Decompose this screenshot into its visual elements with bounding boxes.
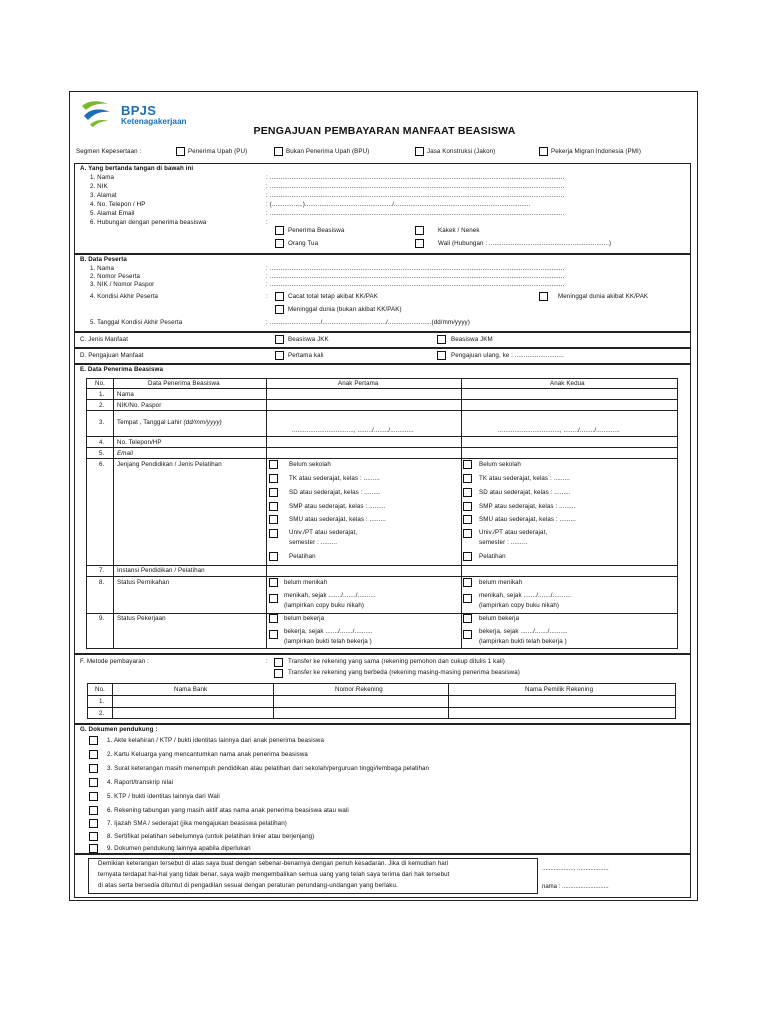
d-pertama-checkbox[interactable] [275,351,284,360]
e-row9-no: 9. [99,615,105,622]
e-a2-menikah-note: (lampirkan copy buku nikah) [479,602,560,609]
e-a2-sd-label: SD atau sederajat, kelas : ......... [479,489,571,496]
a-nik-label: 2. NIK [90,183,108,190]
b-nopeserta-input[interactable]: : .................................................................................................................................................................. [266,273,565,280]
e-row4-no: 4. [99,439,105,446]
b-meninggal-checkbox[interactable] [275,305,284,314]
segmen-bpu-checkbox[interactable] [274,147,283,156]
segmen-bpu-label: Bukan Penerima Upah (BPU) [286,148,370,155]
section-e-heading: E. Data Penerima Beasiswa [80,366,163,373]
f-same-account-checkbox[interactable] [274,658,283,667]
g-item3-label: 3. Surat keterangan masih menempuh pendidikan atau pelatihan dari sekolah/perguruan tinggi/lembaga pelatihan [107,765,430,772]
g-item6-checkbox[interactable] [89,806,98,815]
g-item9-checkbox[interactable] [89,844,98,853]
b-cacat-checkbox[interactable] [275,292,284,301]
e-row2-no: 2. [99,402,105,409]
d-ulang-label: Pengajuan ulang, ke : ........................... [451,352,564,359]
d-ulang-checkbox[interactable] [437,351,446,360]
g-item5-checkbox[interactable] [89,792,98,801]
a-rel-penerima-label: Penerima Beasiswa [288,227,345,234]
e-row3-no: 3. [99,419,105,426]
g-item9-label: 9. Dokumen pendukung lainnya apabila diperlukan [107,845,251,852]
a-telepon-input[interactable]: : (.................)................................................/........................................................................... [266,201,531,208]
e-a2-menikah-checkbox[interactable] [463,594,472,603]
e-a2-belum-checkbox[interactable] [463,460,472,469]
segmen-pu-label: Penerima Upah (PU) [188,148,248,155]
e-row7-label: Instansi Pendidikan / Pelatihan [117,567,205,574]
e-a1-belum-bekerja-label: belum bekerja [284,615,325,622]
b-nopeserta-label: 2. Nomor Peserta [90,273,141,280]
e-a1-belum-checkbox[interactable] [269,460,278,469]
logo-sub: Ketenagakerjaan [121,117,187,126]
e-row5-no: 5. [99,450,105,457]
g-item6-label: 6. Rekening tabungan yang masih aktif atas nama anak penerima beasiswa atau wali [107,807,349,814]
e-row3-label: Tempat , Tanggal Lahir (dd/mm/yyyy) [117,419,222,426]
e-a2-belum-menikah-label: belum menikah [479,579,523,586]
e-a1-belum-menikah-checkbox[interactable] [269,578,278,587]
g-item8-label: 8. Sertifikat pelatihan sebelumnya (untuk pelatihan linier atau berjenjang) [107,833,315,840]
e-row1-no: 1. [99,391,105,398]
a-rel-wali-checkbox[interactable] [415,239,424,248]
declaration-line2: ternyata terdapat hal-hal yang tidak benar, saya wajib mengembalikan semua uang yang telah saya terima dari hak tersebut [98,871,450,878]
e-a1-univ-checkbox[interactable] [269,529,278,538]
e-a2-smu-checkbox[interactable] [463,515,472,524]
e-a2-bekerja-checkbox[interactable] [463,630,472,639]
g-item5-label: 5. KTP / bukti identitas lainnya dari Wali [107,793,220,800]
f-header-no: No. [95,686,105,693]
e-a1-belum-bekerja-checkbox[interactable] [269,614,278,623]
f-row1-no: 1. [99,698,105,705]
a-alamat-input[interactable]: : .................................................................................................................................................................. [266,192,565,199]
f-same-account-label: Transfer ke rekening yang sama (rekening pemohon dan cukup ditulis 1 kali) [288,658,505,665]
section-c-box [74,332,691,348]
segmen-pmi-checkbox[interactable] [539,147,548,156]
segmen-label: Segmen Kepesertaan : [76,148,142,155]
e-a2-smp-checkbox[interactable] [463,502,472,511]
a-alamat-label: 3. Alamat [90,192,117,199]
e-a1-smu-label: SMU atau sederajat, kelas : ......... [289,516,386,523]
a-email-label: 5. Alamat Email [90,210,135,217]
b-nama-input[interactable]: : .................................................................................................................................................................. [266,265,565,272]
section-a-heading: A. Yang bertanda tangan di bawah ini [80,165,194,172]
section-c-heading: C. Jenis Manfaat [80,336,129,343]
b-tanggal-input[interactable]: : ............................/.................................../........................(dd/mm/yyyy) [266,319,470,326]
e-a2-tk-checkbox[interactable] [463,474,472,483]
a-rel-penerima-checkbox[interactable] [275,226,284,235]
section-d-box [74,348,691,364]
a-hubungan-label: 6. Hubungan dengan penerima beasiswa [90,219,207,226]
e-a2-menikah-label: menikah, sejak ......./......./.......... [479,592,571,599]
a-rel-ortu-label: Orang Tua [288,240,319,247]
segmen-pmi-label: Pekerja Migran Indonesia (PMI) [551,148,642,155]
a-nik-input[interactable]: : .................................................................................................................................................................. [266,183,565,190]
bpjs-logo [76,96,216,128]
g-item2-label: 2. Kartu Keluarga yang mencantumkan nama anak penerima beasiswa [107,751,308,758]
e-ttl-anak1[interactable]: .................................., ......../......../............. [292,427,414,434]
f-header-pemilik: Nama Pemilik Rekening [525,686,594,693]
e-a1-pelatihan-label: Pelatihan [289,553,316,560]
section-b-heading: B. Data Peserta [80,256,127,263]
e-header-no: No. [95,380,105,387]
e-a2-belum-menikah-checkbox[interactable] [463,578,472,587]
e-a1-semester-label: semester : ......... [289,539,338,546]
c-jkk-label: Beasiswa JKK [288,336,329,343]
e-a2-univ-checkbox[interactable] [463,529,472,538]
e-row8-no: 8. [99,579,105,586]
form-page: BPJS Ketenagakerjaan PENGAJUAN PEMBAYARAN MANFAAT BEASISWA Segmen Kepesertaan : Penerima Upah (PU) Bukan Penerima Upah (BPU) Jasa Konstruksi (Jakon) Pekerja Migran Indonesia (PMI) A. Yang bertanda tangan di bawah ini 1. Nama : .................................................................................................................................................................. 2. NIK : .................................................................................................................................................................. 3. Alamat : .................................................................................................................................................................. 4. No. Telepon / HP : (.................)................................................/........................................................................... 5. Alamat Email : .................................................................................................................................................................. 6. Hubungan dengan penerima beasiswa : Penerima Beasiswa Kakek / Nenek Orang Tua Wali (Hubungan : ..................................................................) B. Data Peserta 1. Nama : .................................................................................................................................................................. 2. Nomor Peserta : .................................................................................................................................................................. 3. NIK / Nomor Paspor : .................................................................................................................................................................. 4. Kondisi Akhir Peserta : Cacat total tetap akibat KK/PAK Meninggal dunia akibat KK/PAK Meninggal dunia (bukan akibat KK/PAK) 5. Tanggal Kondisi Akhir Peserta : ............................/.................................../........................(dd/mm/yyyy) C. Jenis Manfaat Beasiswa JKK Beasiswa JKM D. Pengajuan Manfaat Pertama kali Pengajuan ulang, ke : ........................... E. Data Penerima Beasiswa No. Data Penerima Beasiswa Anak Pertama Anak Kedua 1. Nama 2. NIK/No. Paspor 3. Tempat , Tanggal Lahir (dd/mm/yyyy) .................................., ......../......../............. .................................., ......../......../............. 4. No. Telepon/HP 5. Email 6. Jenjang Pendidikan / Jenis Pelatihan Belum sekolah TK atau sederajat, kelas : ......... SD atau sederajat, kelas : ......... SMP atau sederajat, kelas : ......... SMU atau sederajat, kelas : ......... Univ./PT atau sederajat, semester : ......... Pelatihan Belum sekolah TK atau sederajat, kelas : ......... SD atau sederajat, kelas : ......... SMP atau sederajat, kelas : ......... SMU atau sederajat, kelas : ......... Univ./PT atau sederajat, semester : ......... Pelatihan 7. Instansi Pendidikan / Pelatihan 8. Status Pernikahan belum menikah menikah, sejak ......./......./.......... (lampirkan copy buku nikah) belum menikah menikah, sejak ......./......./.......... (lampirkan copy buku nikah) 9. Status Pekerjaan belum bekerja bekerja, sejak ......./......./.......... (lampirkan bukti telah bekerja ) belum bekerja bekerja, sejak ......./......./.......... (lampirkan bukti telah bekerja ) F. Metode pembayaran : : Transfer ke rekening yang sama (rekening pemohon dan cukup ditulis 1 kali) Transfer ke rekening yang berbeda (rekening masing-masing penerima beasiswa) No. Nama Bank Nomor Rekening Nama Pemilik Rekening 1. 2. G. Dokumen pendukung : 1. Akte kelahiran / KTP / bukti identitas lainnya dari anak penerima beasiswa 2. Kartu Keluarga yang mencantumkan nama anak penerima beasiswa 3. Surat keterangan masih menempuh pendidikan atau pelatihan dari sekolah/perguruan tinggi/lembaga pelatihan 4. Raport/transkrip nilai 5. KTP / bukti identitas lainnya dari Wali 6. Rekening tabungan yang masih aktif atas nama anak penerima beasiswa atau wali 7. Ijazah SMA / sederajat (jika mengajukan beasiswa pelatihan) 8. Sertifikat pelatihan sebelumnya (untuk pelatihan linier atau berjenjang) 9. Dokumen pendukung lainnya apabila diperlukan Demikian keterangan tersebut di atas saya buat dengan sebenar-benarnya dengan penuh kesadaran. Jika di kemudian hari ternyata terdapat hal-hal yang tidak benar, saya wajib mengembalikan semua uang yang telah saya terima dari hak tersebut di atas serta bersedia dituntut di pengadilan sesuai dengan peraturan perundang-undangan yang berlaku. ..................., ................... nama : ............................ [69,91,698,901]
e-row8-label: Status Pernikahan [117,579,170,586]
e-a1-belum-label: Belum sekolah [289,461,331,468]
c-jkk-checkbox[interactable] [275,335,284,344]
declaration-line3: di atas serta bersedia dituntut di pengadilan sesuai dengan peraturan perundang-undangan yang berlaku. [98,882,398,889]
e-a2-bekerja-label: bekerja, sejak ......./......./.......... [479,628,568,635]
b-nama-label: 1. Nama [90,265,115,272]
e-a1-menikah-note: (lampirkan copy buku nikah) [284,602,365,609]
e-a1-smu-checkbox[interactable] [269,515,278,524]
a-rel-wali-label: Wali (Hubungan : ..................................................................) [438,240,612,247]
e-a1-menikah-checkbox[interactable] [269,594,278,603]
g-item1-label: 1. Akte kelahiran / KTP / bukti identitas lainnya dari anak penerima beasiswa [107,737,325,744]
e-header-anak2: Anak Kedua [550,380,585,387]
e-row6-no: 6. [99,461,105,468]
e-a1-univ-label: Univ./PT atau sederajat, [289,529,358,536]
b-meninggal-kk-checkbox[interactable] [539,292,548,301]
a-email-input[interactable]: : .................................................................................................................................................................. [266,210,565,217]
g-item7-label: 7. Ijazah SMA / sederajat (jika mengajukan beasiswa pelatihan) [107,820,287,827]
g-item1-checkbox[interactable] [89,736,98,745]
a-telepon-label: 4. No. Telepon / HP [90,201,146,208]
b-cacat-label: Cacat total tetap akibat KK/PAK [288,293,379,300]
a-rel-ortu-checkbox[interactable] [275,239,284,248]
e-a1-bekerja-label: bekerja, sejak ......./......./.......... [284,628,373,635]
g-item8-checkbox[interactable] [89,832,98,841]
e-a1-smp-label: SMP atau sederajat, kelas : ......... [289,503,386,510]
b-meninggal-kk-label: Meninggal dunia akibat KK/PAK [558,293,649,300]
e-a1-sd-checkbox[interactable] [269,488,278,497]
segmen-jakon-checkbox[interactable] [415,147,424,156]
e-a2-pelatihan-checkbox[interactable] [463,552,472,561]
f-diff-account-label: Transfer ke rekening yang berbeda (rekening masing-masing penerima beasiswa) [288,669,520,676]
g-item2-checkbox[interactable] [89,750,98,759]
g-item4-checkbox[interactable] [89,778,98,787]
g-item3-checkbox[interactable] [89,764,98,773]
c-jkm-label: Beasiswa JKM [451,336,493,343]
e-row7-no: 7. [99,567,105,574]
e-a2-semester-label: semester : ......... [479,539,528,546]
e-a1-pelatihan-checkbox[interactable] [269,552,278,561]
sign-place-date[interactable]: ..................., ................... [542,866,609,872]
e-a1-bekerja-note: (lampirkan bukti telah bekerja ) [284,638,372,645]
section-g-heading: G. Dokumen pendukung : [80,726,158,733]
e-row2-label: NIK/No. Paspor [117,402,162,409]
e-a1-sd-label: SD atau sederajat, kelas : ......... [289,489,381,496]
d-pertama-label: Pertama kali [288,352,324,359]
page-title: PENGAJUAN PEMBAYARAN MANFAAT BEASISWA [253,125,516,137]
f-header-bank: Nama Bank [174,686,208,693]
e-a2-belum-label: Belum sekolah [479,461,521,468]
g-item4-label: 4. Raport/transkrip nilai [107,779,174,786]
section-d-heading: D. Pengajuan Manfaat [80,352,144,359]
e-row1-label: Nama [117,391,134,398]
c-jkm-checkbox[interactable] [437,335,446,344]
f-header-rekening: Nomor Rekening [335,686,383,693]
b-nik-input[interactable]: : .................................................................................................................................................................. [266,281,565,288]
a-nama-label: 1. Nama [90,174,115,181]
e-row6-label: Jenjang Pendidikan / Jenis Pelatihan [117,461,222,468]
segmen-pu-checkbox[interactable] [176,147,185,156]
e-a2-pelatihan-label: Pelatihan [479,553,506,560]
a-rel-kakek-checkbox[interactable] [415,226,424,235]
b-meninggal-label: Meninggal dunia (bukan akibat KK/PAK) [288,306,402,313]
b-tanggal-label: 5. Tanggal Kondisi Akhir Peserta [90,319,183,326]
a-nama-input[interactable]: : .................................................................................................................................................................. [266,174,565,181]
a-rel-kakek-label: Kakek / Nenek [438,227,480,234]
e-a2-tk-label: TK atau sederajat, kelas : ......... [479,475,570,482]
e-row4-label: No. Telepon/HP [117,439,162,446]
e-a2-belum-bekerja-label: belum bekerja [479,615,520,622]
e-a1-tk-label: TK atau sederajat, kelas : ......... [289,475,380,482]
b-kondisi-label: 4. Kondisi Akhir Peserta [90,293,159,300]
b-nik-label: 3. NIK / Nomor Paspor [90,281,155,288]
e-ttl-anak2[interactable]: .................................., ......../......../............. [498,427,620,434]
e-a1-belum-menikah-label: belum menikah [284,579,328,586]
e-row9-label: Status Pekerjaan [117,615,166,622]
e-a2-sd-checkbox[interactable] [463,488,472,497]
logo-brand: BPJS [121,103,157,118]
bpjs-logo-icon [78,98,116,128]
e-a2-smu-label: SMU atau sederajat, kelas : ......... [479,516,576,523]
segmen-jakon-label: Jasa Konstruksi (Jakon) [427,148,496,155]
declaration-line1: Demikian keterangan tersebut di atas saya buat dengan sebenar-benarnya dengan penuh kesadaran. Jika di kemudian hari [98,860,449,867]
e-a1-bekerja-checkbox[interactable] [269,630,278,639]
e-header-anak1: Anak Pertama [338,380,379,387]
e-header-data: Data Penerima Beasiswa [148,380,220,387]
e-a2-bekerja-note: (lampirkan bukti telah bekerja ) [479,638,567,645]
e-a1-smp-checkbox[interactable] [269,502,278,511]
e-row5-label: Email [117,450,133,457]
e-a1-tk-checkbox[interactable] [269,474,278,483]
sign-name[interactable]: nama : ............................ [542,884,609,890]
g-item7-checkbox[interactable] [89,819,98,828]
e-a1-menikah-label: menikah, sejak ......./......./.......... [284,592,376,599]
e-a2-smp-label: SMP atau sederajat, kelas : ......... [479,503,576,510]
e-a2-univ-label: Univ./PT atau sederajat, [479,529,548,536]
f-row2-no: 2. [99,710,105,717]
f-diff-account-checkbox[interactable] [274,669,283,678]
section-f-heading: F. Metode pembayaran : [80,658,149,665]
e-a2-belum-bekerja-checkbox[interactable] [463,614,472,623]
